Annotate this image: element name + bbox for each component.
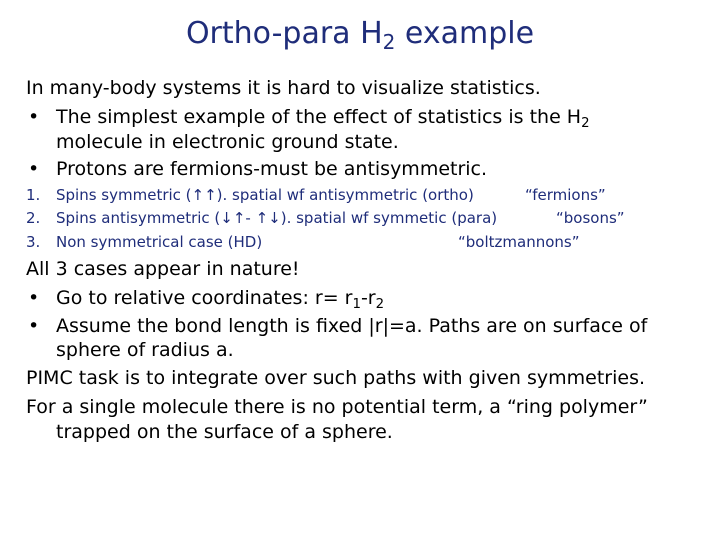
single-molecule-continuation: trapped on the surface of a sphere. — [56, 421, 393, 443]
bullet-h2-continuation: molecule in electronic ground state. — [56, 131, 399, 153]
bullet-marker: • — [28, 158, 40, 180]
bullet-marker: • — [28, 106, 40, 128]
case-number: 2. — [26, 209, 41, 227]
all-cases-text: All 3 cases appear in nature! — [26, 258, 300, 280]
case-number: 1. — [26, 186, 41, 204]
case-ortho-text: Spins symmetric (↑↑). spatial wf antisymmetric (ortho) — [56, 186, 474, 204]
case-ortho-label: “fermions” — [525, 186, 606, 204]
case-hd-label: “boltzmannons” — [458, 233, 580, 251]
single-molecule-text: For a single molecule there is no potential term, a “ring polymer” — [26, 396, 648, 418]
intro-text: In many-body systems it is hard to visualize statistics. — [26, 77, 541, 99]
bullet-marker: • — [28, 287, 40, 309]
case-para-text: Spins antisymmetric (↓↑- ↑↓). spatial wf symmetic (para) — [56, 209, 498, 227]
case-para-label: “bosons” — [556, 209, 625, 227]
bullet-protons-text: Protons are fermions-must be antisymmetric. — [56, 158, 488, 180]
bullet-bond-length-continuation: sphere of radius a. — [56, 339, 234, 361]
bullet-h2-text: The simplest example of the effect of statistics is the $H_2$ — [56, 106, 590, 131]
bullet-bond-length: Assume the bond length is fixed |r|=a. Paths are on surface of — [56, 315, 648, 337]
bullet-relative-coords: Go to relative coordinates: $r= r_1-r_2$ — [56, 287, 385, 312]
case-number: 3. — [26, 233, 41, 251]
slide-title: Ortho-para $H_2$ example — [185, 16, 535, 54]
bullet-marker: • — [28, 315, 40, 337]
case-hd-text: Non symmetrical case (HD) — [56, 233, 263, 251]
pimc-text: PIMC task is to integrate over such paths with given symmetries. — [26, 367, 646, 389]
